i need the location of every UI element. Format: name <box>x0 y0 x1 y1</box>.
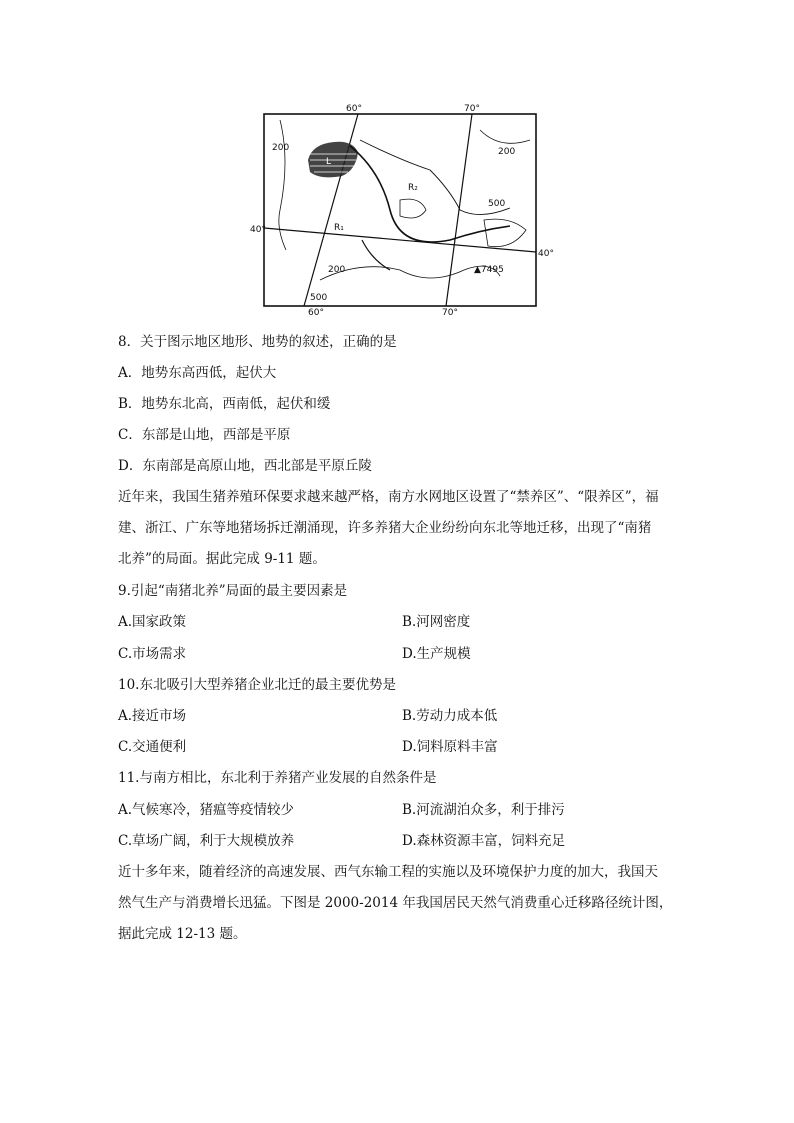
q11-option-c[interactable]: C.草场广阔，利于大规模放养 <box>118 833 295 849</box>
label-contour-500-a: 500 <box>488 199 506 209</box>
contour-line-west <box>279 120 286 250</box>
q9-option-d[interactable]: D.生产规模 <box>402 646 471 662</box>
label-lon-bottom-left: 60° <box>308 308 324 318</box>
q8-option-b[interactable]: B．地势东北高，西南低，起伏和缓 <box>118 396 331 412</box>
label-lake: L <box>326 157 332 167</box>
label-contour-200-a: 200 <box>272 143 290 153</box>
label-lat-left: 40° <box>250 225 266 235</box>
parallel-40 <box>264 228 536 252</box>
q10-option-c[interactable]: C.交通便利 <box>118 739 187 755</box>
meridian-70 <box>446 114 472 306</box>
q10-option-d[interactable]: D.饲料原料丰富 <box>402 739 498 755</box>
passage1-line2: 建、浙江、广东等地猪场拆迁潮涌现，许多养猪大企业纷纷向东北等地迁移，出现了“南猪 <box>118 520 652 536</box>
river-path <box>350 146 510 242</box>
q11-stem: 11.与南方相比，东北利于养猪产业发展的自然条件是 <box>118 770 437 786</box>
q9-stem: 9.引起“南猪北养”局面的最主要因素是 <box>118 583 348 599</box>
label-river-r2: R₂ <box>408 183 418 193</box>
passage1-line1: 近年来，我国生猪养殖环保要求越来越严格，南方水网地区设置了“禁养区”、“限养区”，福 <box>118 489 659 505</box>
label-river-r1: R₁ <box>334 223 344 233</box>
river-branch <box>362 240 390 270</box>
q9-option-b[interactable]: B.河网密度 <box>402 614 471 630</box>
q8-stem: 8．关于图示地区地形、地势的叙述，正确的是 <box>118 334 397 350</box>
passage2-line2: 然气生产与消费增长迅猛。下图是 2000-2014 年我国居民天然气消费重心迁移路径统计图， <box>118 895 673 911</box>
label-peak: ▲7495 <box>474 265 504 275</box>
label-contour-200-b: 200 <box>498 147 516 157</box>
contour-line-south <box>320 266 500 280</box>
passage1-line3: 北养”的局面。据此完成 9-11 题。 <box>118 551 326 567</box>
label-lon-bottom-right: 70° <box>442 308 458 318</box>
contour-peak-area <box>484 219 526 247</box>
passage2-line3: 据此完成 12-13 题。 <box>118 926 247 942</box>
q9-option-c[interactable]: C.市场需求 <box>118 646 187 662</box>
q11-option-a[interactable]: A.气候寒冷，猪瘟等疫情较少 <box>118 802 295 818</box>
q8-option-a[interactable]: A．地势东高西低，起伏大 <box>118 365 277 381</box>
q9-option-a[interactable]: A.国家政策 <box>118 614 187 630</box>
q11-option-d[interactable]: D.森林资源丰富，饲料充足 <box>402 833 566 849</box>
contour-line-northeast <box>480 130 530 143</box>
q10-option-a[interactable]: A.接近市场 <box>118 708 187 724</box>
q10-option-b[interactable]: B.劳动力成本低 <box>402 708 498 724</box>
q8-option-d[interactable]: D．东南部是高原山地，西北部是平原丘陵 <box>118 458 372 474</box>
q11-option-b[interactable]: B.河流湖泊众多，利于排污 <box>402 802 565 818</box>
label-lon-top-right: 70° <box>464 104 480 114</box>
passage2-line1: 近十多年来，随着经济的高速发展、西气东输工程的实施以及环境保护力度的加大，我国天 <box>118 864 658 880</box>
q10-stem: 10.东北吸引大型养猪企业北迁的最主要优势是 <box>118 677 396 693</box>
topographic-map <box>250 100 554 318</box>
label-contour-500-b: 500 <box>310 293 328 303</box>
label-lon-top-left: 60° <box>346 104 362 114</box>
contour-closed <box>400 199 426 218</box>
label-lat-right: 40° <box>538 249 554 259</box>
label-contour-200-c: 200 <box>328 265 346 275</box>
q8-option-c[interactable]: C．东部是山地，西部是平原 <box>118 427 291 443</box>
